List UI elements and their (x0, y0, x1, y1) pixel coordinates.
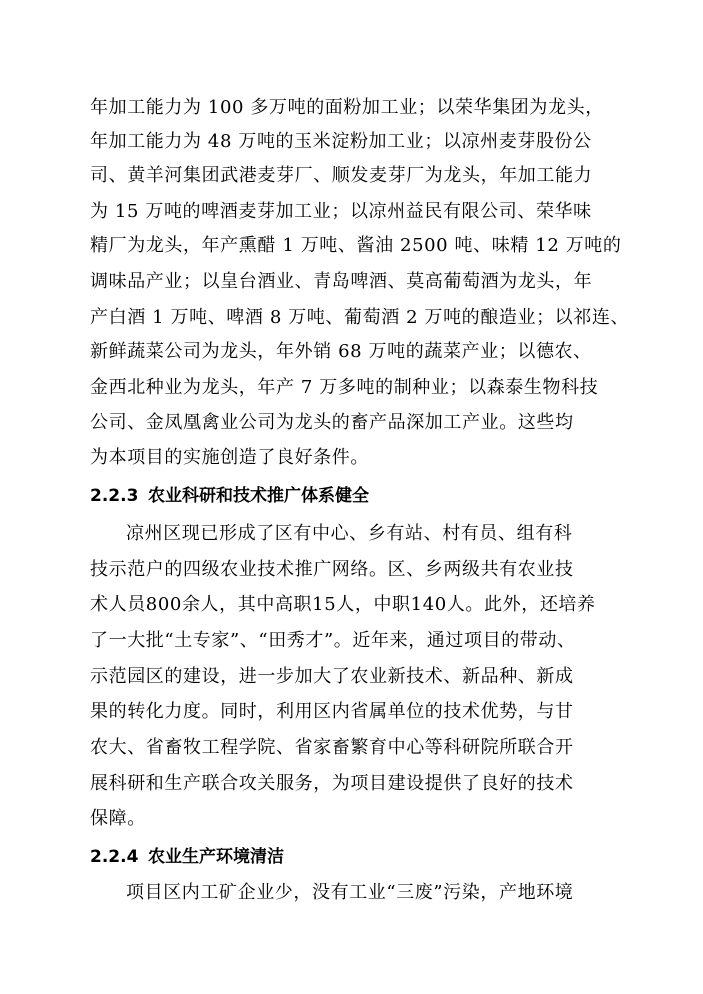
paragraph-1-line-2: 年加工能力为 48 万吨的玉米淀粉加工业；以凉州麦芽股份公 (90, 131, 592, 152)
paragraph-1-line-8: 新鲜蔬菜公司为龙头，年外销 68 万吨的蔬菜产业；以德农、 (90, 341, 592, 362)
paragraph-1-line-11: 为本项目的实施创造了良好条件。 (90, 447, 369, 468)
paragraph-2-line-9: 保障。 (90, 808, 146, 829)
paragraph-1-line-6: 调味品产业；以皇台酒业、青岛啤酒、莫高葡萄酒为龙头，年 (90, 271, 593, 292)
paragraph-2-line-1: 凉州区现已形成了区有中心、乡有站、村有员、组有科 (126, 523, 573, 544)
paragraph-2-line-3: 术人员800余人，其中高职15人，中职140人。此外，还培养 (90, 594, 596, 615)
section-title: 农业生产环境清洁 (148, 847, 284, 867)
paragraph-2-line-7: 农大、省畜牧工程学院、省家畜繁育中心等科研院所联合开 (90, 737, 574, 758)
section-heading-2-2-4 (90, 845, 600, 869)
section-heading-2-2-3 (90, 484, 600, 508)
paragraph-2-line-5: 示范园区的建设，进一步加大了农业新技术、新品种、新成 (90, 666, 574, 687)
section-number: 2.2.4 (90, 847, 139, 867)
paragraph-1-line-4: 为 15 万吨的啤酒麦芽加工业；以凉州益民有限公司、荣华味 (90, 201, 592, 222)
paragraph-1-line-10: 公司、金凤凰禽业公司为龙头的畜产品深加工产业。这些均 (90, 412, 574, 433)
paragraph-1-line-5: 精厂为龙头，年产熏醋 1 万吨、酱油 2500 吨、味精 12 万吨的 (90, 235, 622, 256)
paragraph-1-line-1: 年加工能力为 100 多万吨的面粉加工业；以荣华集团为龙头， (90, 97, 604, 118)
paragraph-2-line-2: 技示范户的四级农业技术推广网络。区、乡两级共有农业技 (90, 559, 574, 580)
paragraph-1-line-9: 金西北种业为龙头，年产 7 万多吨的制种业；以森泰生物科技 (90, 377, 599, 398)
paragraph-1-line-3: 司、黄羊河集团武港麦芽厂、顺发麦芽厂为龙头，年加工能力 (90, 165, 593, 186)
paragraph-3-line-1: 项目区内工矿企业少，没有工业“三废”污染，产地环境 (126, 882, 574, 903)
paragraph-1-line-7: 产白酒 1 万吨、啤酒 8 万吨、葡萄酒 2 万吨的酿造业；以祁连、 (90, 307, 630, 328)
paragraph-2-line-4: 了一大批“土专家”、“田秀才”。近年来，通过项目的带动、 (90, 630, 576, 651)
paragraph-2-line-6: 果的转化力度。同时，利用区内省属单位的技术优势，与甘 (90, 701, 574, 722)
paragraph-2-line-8: 展科研和生产联合攻关服务，为项目建设提供了良好的技术 (90, 773, 574, 794)
section-title: 农业科研和技术推广体系健全 (148, 486, 369, 506)
section-number: 2.2.3 (90, 486, 139, 506)
